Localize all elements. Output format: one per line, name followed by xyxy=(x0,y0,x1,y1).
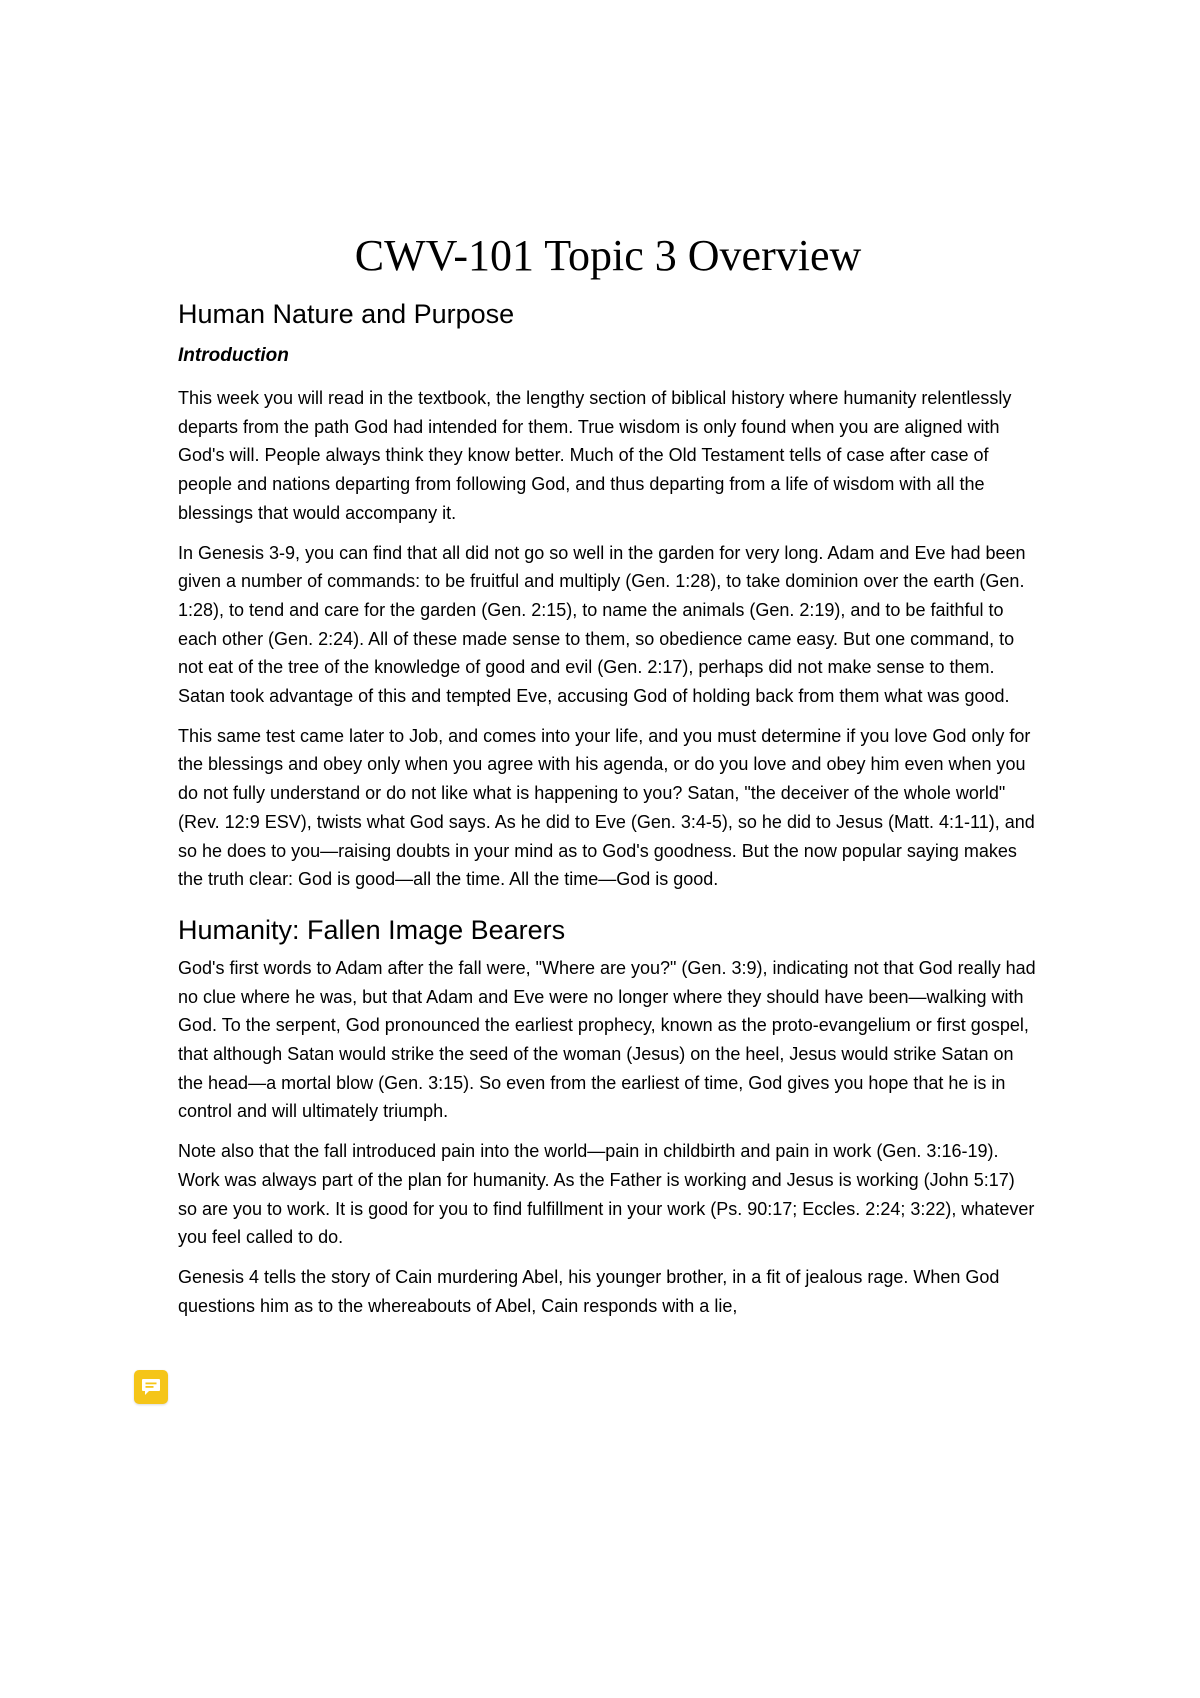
paragraph: Note also that the fall introduced pain into the world—pain in childbirth and pain in work (Gen. 3:16-19). Work was always part of the plan for humanity. As the Father is working and Jesus is working (John 5:17) so are you to work. It is good for you to find fulfillment in your work (Ps. 90:17; Eccles. 2:24; 3:22), whatever you feel called to do. xyxy=(178,1141,1035,1248)
paragraph: God's first words to Adam after the fall were, "Where are you?" (Gen. 3:9), indicating not that God really had no clue where he was, but that Adam and Eve were no longer where they should have been—walking with God. To the serpent, God pronounced the earliest prophecy, known as the proto-evangelium or first gospel, that although Satan would strike the seed of the woman (Jesus) on the heel, Jesus would strike Satan on the head—a mortal blow (Gen. 3:15). So even from the earliest of time, God gives you hope that he is in control and will ultimately triumph. xyxy=(178,957,1036,1122)
paragraph: This same test came later to Job, and comes into your life, and you must determine if you love God only for the blessings and obey only when you agree with his agenda, or do you love and obey him even when you do not fully understand or do not like what is happening to you? Satan, "the deceiver of the whole world" (Rev. 12:9 ESV), twists what God says. As he did to Eve (Gen. 3:4-5), so he did to Jesus (Matt. 4:1-11), and so he does to you—raising doubts in your mind as to God's goodness. But the now popular saying makes the truth clear: God is good—all the time. All the time—God is good. xyxy=(178,725,1035,890)
section-heading-fallen-image-bearers: Humanity: Fallen Image Bearers xyxy=(178,914,566,945)
document-title: CWV-101 Topic 3 Overview xyxy=(354,231,862,280)
document-content xyxy=(178,228,1038,1331)
section-heading-human-nature: Human Nature and Purpose xyxy=(178,299,515,329)
paragraph: Genesis 4 tells the story of Cain murdering Abel, his younger brother, in a fit of jealous rage. When God questions him as to the whereabouts of Abel, Cain responds with a lie, xyxy=(178,1266,1000,1316)
paragraph: This week you will read in the textbook, the lengthy section of biblical history where humanity relentlessly departs from the path God had intended for them. True wisdom is only found when you are aligned with God's will. People always think they know better. Much of the Old Testament tells of case after case of people and nations departing from following God, and thus departing from a life of wisdom with all the blessings that would accompany it. xyxy=(178,388,1012,523)
comment-icon[interactable] xyxy=(134,1370,168,1404)
paragraph: In Genesis 3-9, you can find that all did not go so well in the garden for very long. Adam and Eve had been given a number of commands: to be fruitful and multiply (Gen. 1:28), to take dominion over the earth (Gen. 1:28), to tend and care for the garden (Gen. 2:15), to name the animals (Gen. 2:19), and to be faithful to each other (Gen. 2:24). All of these made sense to them, so obedience came easy. But one command, to not eat of the tree of the knowledge of good and evil (Gen. 2:17), perhaps did not make sense to them. Satan took advantage of this and tempted Eve, accusing God of holding back from them what was good. xyxy=(178,542,1026,707)
subheading-introduction: Introduction xyxy=(178,345,289,366)
comment-bubble-icon xyxy=(141,1378,161,1396)
